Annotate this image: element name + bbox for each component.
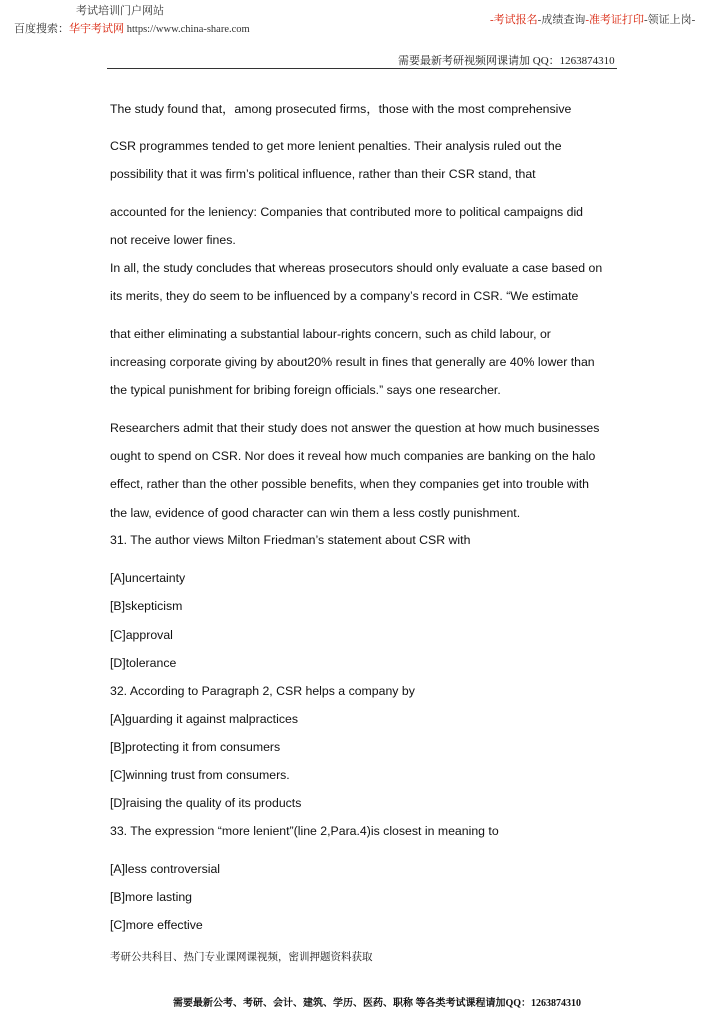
text-line: increasing corporate giving by about20% result in fines that generally are 40% lower than (110, 355, 595, 369)
answer-option: [D]tolerance (110, 656, 177, 670)
text-line: the typical punishment for bribing foreign officials.” says one researcher. (110, 383, 501, 397)
question-stem: 31. The author views Milton Friedman’s statement about CSR with (110, 533, 471, 547)
answer-option: [B]more lasting (110, 890, 193, 904)
text-line: The study found that，among prosecuted firms，those with the most comprehensive (110, 102, 572, 116)
search-line (14, 20, 250, 36)
answer-option: [B]protecting it from consumers (110, 740, 281, 754)
footer-note: 考研公共科目、热门专业课网课视频，密训押题资料获取 (110, 952, 373, 963)
answer-option: [A]less controversial (110, 862, 221, 876)
header-links (490, 11, 695, 27)
score-query-link[interactable]: -成绩查询 (537, 14, 586, 26)
answer-option: [A]uncertainty (110, 571, 186, 585)
answer-option: [C]approval (110, 628, 173, 642)
answer-option: [A]guarding it against malpractices (110, 712, 298, 726)
answer-option: [D]raising the quality of its products (110, 796, 302, 810)
contact-note: 需要最新考研视频网课请加 QQ：1263874310 (398, 55, 615, 67)
site-title: 考试培训门户网站 (76, 5, 164, 17)
site-url[interactable]: https://www.china-share.com (126, 24, 250, 35)
text-line: the law, evidence of good character can win them a less costly punishment. (110, 506, 521, 520)
text-line: In all, the study concludes that whereas prosecutors should only evaluate a case based on (110, 261, 603, 275)
certificate-link[interactable]: -领证上岗- (644, 14, 696, 26)
search-prefix: 百度搜索： (14, 23, 69, 35)
search-brand[interactable]: 华宇考试网 (69, 23, 124, 35)
text-line: CSR programmes tended to get more lenient penalties. Their analysis ruled out the (110, 139, 562, 153)
answer-option: [C]winning trust from consumers. (110, 768, 290, 782)
text-line: possibility that it was firm’s political influence, rather than their CSR stand, that (110, 167, 536, 181)
text-line: effect, rather than the other possible benefits, when they companies get into trouble with (110, 477, 589, 491)
text-line: not receive lower fines. (110, 233, 236, 247)
text-line: accounted for the leniency: Companies that contributed more to political campaigns did (110, 205, 584, 219)
header-divider (107, 68, 617, 69)
text-line: ought to spend on CSR. Nor does it reveal how much companies are banking on the halo (110, 449, 596, 463)
footer-contact: 需要最新公考、考研、会计、建筑、学历、医药、职称 等各类考试课程请加QQ：1263874310 (173, 998, 582, 1009)
text-line: its merits, they do seem to be influenced by a company’s record in CSR. “We estimate (110, 289, 579, 303)
text-line: that either eliminating a substantial labour-rights concern, such as child labour, or (110, 327, 551, 341)
question-stem: 32. According to Paragraph 2, CSR helps a company by (110, 684, 415, 698)
question-stem: 33. The expression “more lenient”(line 2,Para.4)is closest in meaning to (110, 824, 499, 838)
text-line: Researchers admit that their study does not answer the question at how much businesses (110, 421, 600, 435)
admission-ticket-link[interactable]: -准考证打印 (585, 14, 645, 26)
exam-registration-link[interactable]: -考试报名 (490, 14, 538, 26)
answer-option: [C]more effective (110, 918, 203, 932)
answer-option: [B]skepticism (110, 599, 183, 613)
